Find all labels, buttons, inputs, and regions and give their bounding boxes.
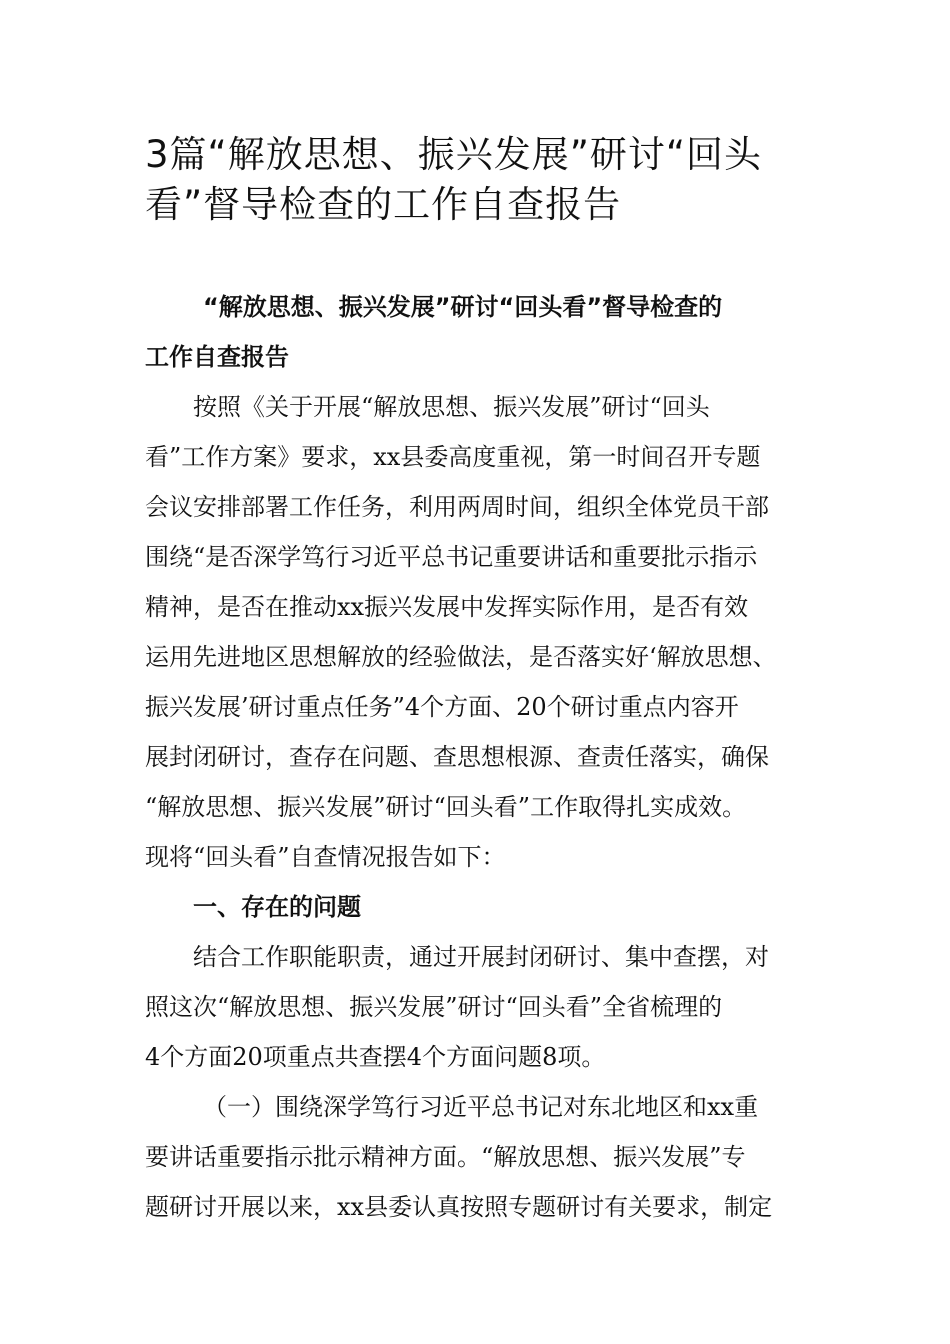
intro-paragraph-line: 运用先进地区思想解放的经验做法，是否落实好‘解放思想、 (145, 643, 777, 671)
title-line: 3篇“解放思想、振兴发展”研讨“回头 (145, 133, 763, 176)
intro-paragraph-line: “解放思想、振兴发展”研讨“回头看”工作取得扎实成效。 (145, 793, 747, 821)
intro-paragraph-line: 会议安排部署工作任务，利用两周时间，组织全体党员干部 (145, 493, 769, 521)
subtitle-line: 工作自查报告 (145, 343, 289, 371)
section-paragraph-line: 4个方面20项重点共查摆4个方面问题8项。 (145, 1043, 606, 1071)
intro-paragraph-line: 展封闭研讨，查存在问题、查思想根源、查责任落实，确保 (145, 743, 769, 771)
intro-paragraph-line: 现将“回头看”自查情况报告如下： (145, 843, 506, 871)
subtitle-line: “解放思想、振兴发展”研讨“回头看”督导检查的 (203, 293, 723, 321)
section-paragraph-line: 结合工作职能职责，通过开展封闭研讨、集中查摆，对 (193, 943, 769, 971)
intro-paragraph-line: 看”工作方案》要求，xx县委高度重视，第一时间召开专题 (145, 443, 761, 471)
intro-paragraph-line: 振兴发展’研讨重点任务”4个方面、20个研讨重点内容开 (145, 693, 739, 721)
subsection-paragraph-line: 要讲话重要指示批示精神方面。“解放思想、振兴发展”专 (145, 1143, 746, 1171)
intro-paragraph-line: 按照《关于开展“解放思想、振兴发展”研讨“回头 (193, 393, 710, 421)
subsection-paragraph-line: 题研讨开展以来，xx县委认真按照专题研讨有关要求，制定 (145, 1193, 773, 1221)
section-paragraph-line: 照这次“解放思想、振兴发展”研讨“回头看”全省梳理的 (145, 993, 723, 1021)
intro-paragraph-line: 精神，是否在推动xx振兴发展中发挥实际作用，是否有效 (145, 593, 749, 621)
document-title (145, 130, 815, 230)
document-body (145, 282, 815, 1232)
title-line: 看”督导检查的工作自查报告 (145, 183, 622, 226)
intro-paragraph-line: 围绕“是否深学笃行习近平总书记重要讲话和重要批示指示 (145, 543, 758, 571)
subsection-paragraph-line: （一）围绕深学笃行习近平总书记对东北地区和xx重 (203, 1093, 759, 1121)
section-heading: 一、存在的问题 (193, 893, 361, 921)
